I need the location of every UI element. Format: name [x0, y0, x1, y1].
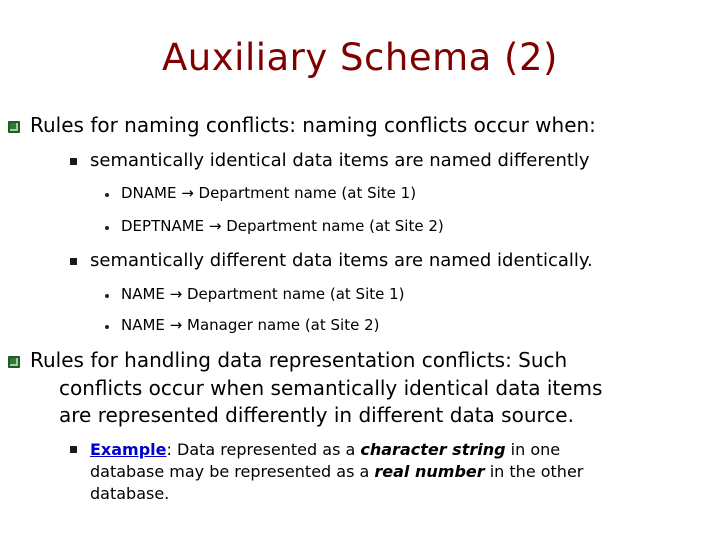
- example-text: in the other: [484, 462, 584, 481]
- list-item: NAME → Department name (at Site 1): [121, 285, 405, 303]
- list-item: DNAME → Department name (at Site 1): [121, 184, 417, 202]
- representation-conflicts-tail: : Such: [505, 348, 568, 372]
- naming-conflicts-heading: Rules for naming conflicts: [30, 113, 290, 137]
- list-item: NAME → Manager name (at Site 2): [121, 316, 380, 334]
- example-label: Example: [90, 440, 167, 459]
- real-number-emphasis: real number: [374, 462, 485, 481]
- square-bullet-icon: [70, 258, 77, 265]
- dot-bullet-icon: [105, 226, 109, 230]
- example-text: database may be represented as a: [90, 462, 375, 481]
- case-identical-named-differently: semantically identical data items are named differently: [90, 150, 590, 171]
- representation-continuation-2: are represented differently in different data source.: [59, 403, 574, 427]
- dot-bullet-icon: [105, 325, 109, 329]
- representation-conflicts-heading: Rules for handling data representation conflicts: [30, 348, 506, 372]
- example-line-3: database.: [90, 484, 170, 503]
- example-line-2: [90, 462, 583, 481]
- checkbox-bullet-icon: [8, 356, 20, 368]
- representation-conflicts-line: [30, 348, 567, 372]
- example-line-1: [90, 440, 560, 459]
- dot-bullet-icon: [105, 193, 109, 197]
- example-text: in one: [505, 440, 561, 459]
- case-different-named-identically: semantically different data items are named identically.: [90, 250, 593, 271]
- dot-bullet-icon: [105, 294, 109, 298]
- square-bullet-icon: [70, 158, 77, 165]
- square-bullet-icon: [70, 446, 77, 453]
- naming-conflicts-tail: : naming conflicts occur when:: [289, 113, 596, 137]
- naming-conflicts-line: [30, 113, 596, 137]
- list-item: DEPTNAME → Department name (at Site 2): [121, 217, 444, 235]
- slide-title: Auxiliary Schema (2): [162, 36, 558, 79]
- character-string-emphasis: character string: [360, 440, 506, 459]
- checkbox-bullet-icon: [8, 121, 20, 133]
- representation-continuation-1: conflicts occur when semantically identical data items: [59, 376, 603, 400]
- example-text: : Data represented as a: [166, 440, 361, 459]
